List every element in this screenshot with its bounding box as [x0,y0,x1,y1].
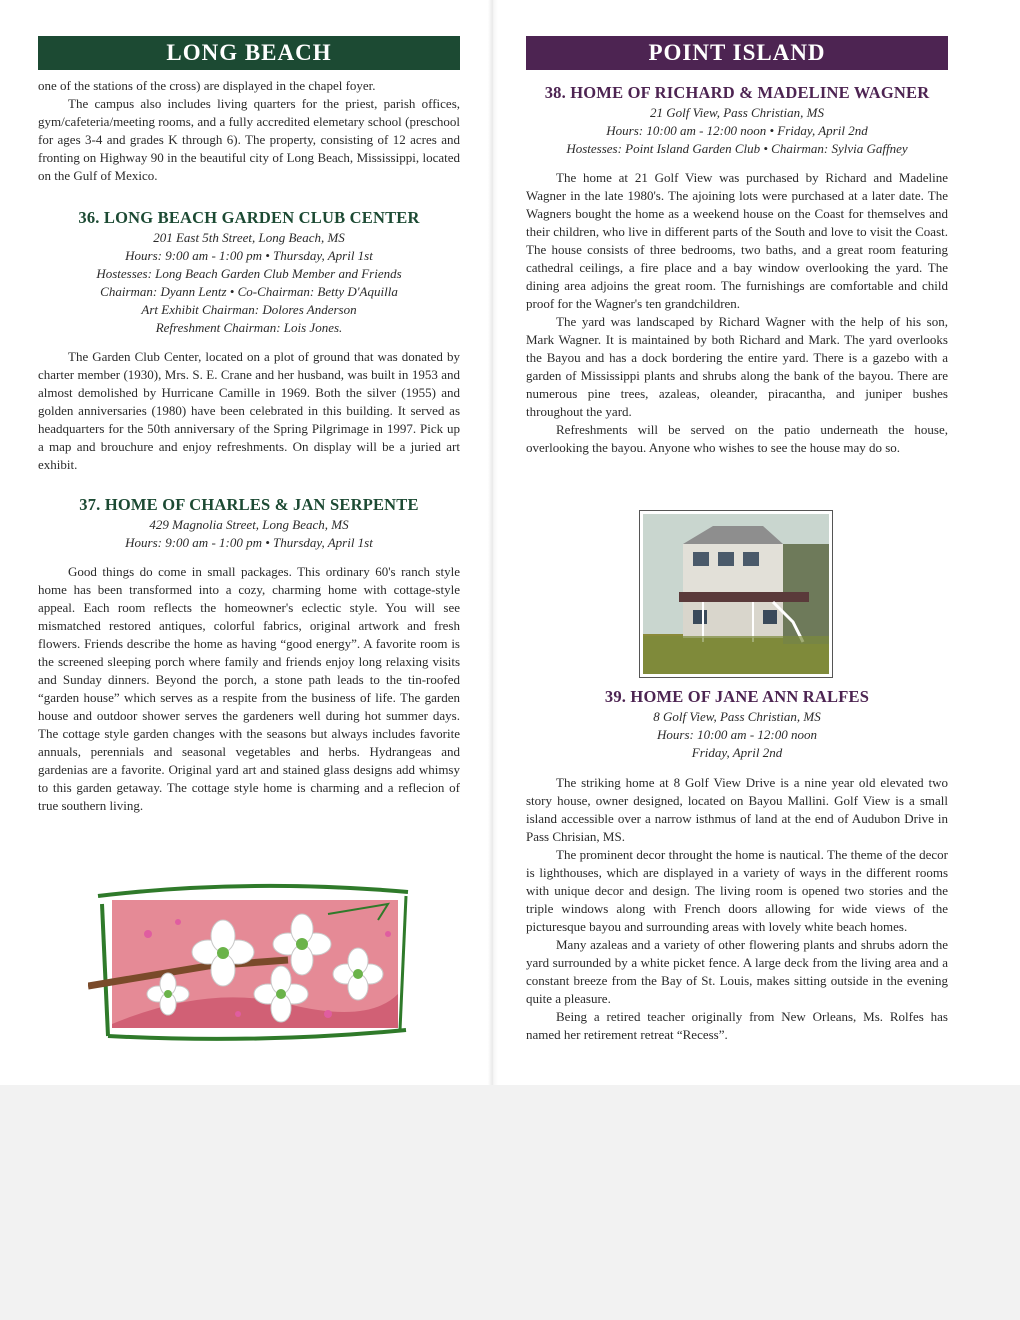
wagner-house-photo [639,510,833,678]
dogwood-flower-illustration [88,874,418,1044]
section-38-hostesses: Hostesses: Point Island Garden Club • Chairman: Sylvia Gaffney [566,141,908,156]
section-36-chairman: Chairman: Dyann Lentz • Co-Chairman: Betty D'Aquilla [100,284,398,299]
section-37-info [38,516,460,552]
section-38-hours: Hours: 10:00 am - 12:00 noon • Friday, April 2nd [606,123,868,138]
point-island-banner: POINT ISLAND [526,36,948,70]
section-39-title: 39. HOME OF JANE ANN RALFES [604,687,870,706]
section-36-info [38,229,460,337]
section-39-body-3: Many azaleas and a variety of other flowering plants and shrubs adorn the yard surrounded by a white picket fence. A large deck from the living area and a constant breeze from the Bay of St. Louis, makes sitting outside in the evening quite a pleasure. [526,937,948,1006]
section-39-body-2: The prominent decor throught the home is nautical. The theme of the decor is lighthouses, which are displayed in a variety of ways in the different rooms with unique decor and design. The living room is opened two stories and the triple windows along with French doors allowing for wide views of the picturesque bayou and surrounding areas with lovely white beach homes. [526,847,948,934]
section-38-info [526,104,948,158]
intro-paragraph: The campus also includes living quarters for the priest, parish offices, gym/cafeteria/meeting rooms, and a fully accredited elemetary school (preschool for ages 3-4 and grades K through 6). The property, consisting of 12 acres and fronting on Highway 90 in the beautiful city of Long Beach, Mississippi, located on the Gulf of Mexico. [38,96,460,183]
section-39-date: Friday, April 2nd [691,745,783,760]
section-37-title: 37. HOME OF CHARLES & JAN SERPENTE [79,495,419,514]
section-38-body-1: The home at 21 Golf View was purchased by Richard and Madeline Wagner in the late 1980's. The ajoining lots were purchased at a later date. The Wagners bought the home as a weekend house on the Coast for themselves and their children, who live in different parts of the South and love to visit the Coast. The house consists of three bedrooms, two baths, and a great room featuring cathedral ceilings, a fire place and a bay window overlooking the yard. The dining area adjoins the great room. The furnishings are comfortable and child proof for the Wagner's ten grandchildren. [526,170,948,311]
section-36-refreshment-chairman: Refreshment Chairman: Lois Jones. [155,320,343,335]
section-39-address: 8 Golf View, Pass Christian, MS [653,709,821,724]
intro-continuation: one of the stations of the cross) are displayed in the chapel foyer. [38,78,376,93]
section-37-address: 429 Magnolia Street, Long Beach, MS [149,517,349,532]
section-36-art-chairman: Art Exhibit Chairman: Dolores Anderson [141,302,357,317]
section-36-hours: Hours: 9:00 am - 1:00 pm • Thursday, April 1st [125,248,373,263]
section-36-title: 36. LONG BEACH GARDEN CLUB CENTER [78,208,420,227]
section-39-info [526,708,948,762]
section-39-hours: Hours: 10:00 am - 12:00 noon [657,727,817,742]
section-38-body-3: Refreshments will be served on the patio underneath the house, overlooking the bayou. Anyone who wishes to see the house may do so. [526,422,948,455]
house-photo-image [643,514,829,674]
page-gutter [488,0,498,1085]
section-37-body: Good things do come in small packages. This ordinary 60's ranch style home has been transformed into a cozy, charming home with cottage-style appeal. Each room reflects the homeowner's eclectic style. You will see mismatched restored antiques, colorful fabrics, original artwork and fresh flowers. Friends describe the home as having “good energy”. A favorite room is the screened sleeping porch where family and friends enjoy long relaxing visits and Sunday dinners. Beyond the porch, a stone path leads to the tin-roofed “garden house” which serves as a respite from the business of life. The garden house and outdoor shower serves the gardeners well during hot summer days. The cottage style garden changes with the seasons but always includes favorite annuals, perennials and seasonal vegetables and herbs. Hydrangeas and gardenias are a favorite. Original yard art and stained glass designs add whimsy to this garden getaway. The cottage style home is charming and a reflecion of true southern living. [38,564,460,813]
section-38-title: 38. HOME OF RICHARD & MADELINE WAGNER [544,83,930,102]
section-38-body-2: The yard was landscaped by Richard Wagner with the help of his son, Mark Wagner. It is maintained by both Richard and Mark. The yard overlooks the Bayou and has a dock bordering the entire yard. There is a gazebo with a garden of Mississippi plants and shrubs along the bank of the bayou. There are numerous pine trees, azaleas, oleander, piracantha, and juniper bushes throughout the yard. [526,314,948,419]
left-page [38,36,460,815]
section-39-body-4: Being a retired teacher originally from New Orleans, Ms. Rolfes has named her retirement retreat “Recess”. [526,1009,948,1042]
right-page [526,36,948,1042]
section-36-body: The Garden Club Center, located on a plot of ground that was donated by charter member (1930), Mrs. S. E. Crane and her husband, was built in 1953 and almost demolished by Hurricane Camille in 1969. Both the silver (1955) and golden anniversaries (1980) have been celebrated in this building. It served as headquarters for the 50th anniversary of the Spring Pilgrimage in 1997. Pick up a map and brouchure and enjoy refreshments. On display will be a juried art exhibit. [38,349,460,472]
section-37-hours: Hours: 9:00 am - 1:00 pm • Thursday, April 1st [125,535,373,550]
long-beach-banner: LONG BEACH [38,36,460,70]
section-39-body-1: The striking home at 8 Golf View Drive is a nine year old elevated two story house, owner designed, located on Bayou Mallini. Golf View is a small island accessible over a narrow isthmus of land at the end of Audubon Drive in Pass Chrisian, MS. [526,775,948,844]
section-36-hostesses: Hostesses: Long Beach Garden Club Member and Friends [96,266,402,281]
section-36-address: 201 East 5th Street, Long Beach, MS [153,230,345,245]
section-38-address: 21 Golf View, Pass Christian, MS [650,105,824,120]
